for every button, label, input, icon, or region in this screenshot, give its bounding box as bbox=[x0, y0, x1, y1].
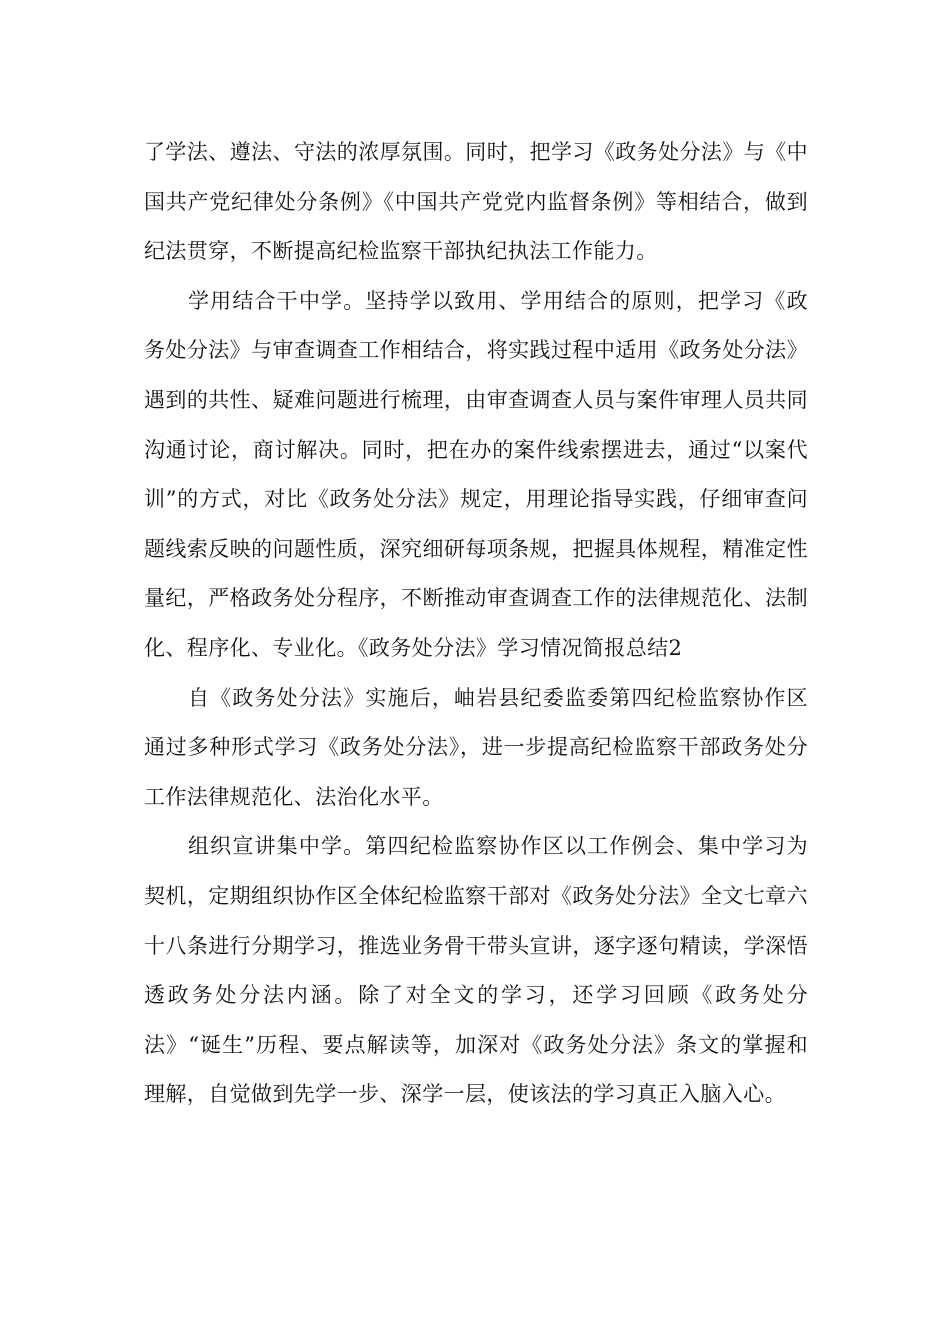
paragraph-2: 学用结合干中学。坚持学以致用、学用结合的原则，把学习《政务处分法》与审查调查工作相结合，将实践过程中适用《政务处分法》遇到的共性、疑难问题进行梳理，由审查调查人员与案件审理人员共同沟通讨论，商讨解决。同时，把在办的案件线索摆进去，通过“以案代训”的方式，对比《政务处分法》规定，用理论指导实践，仔细审查问题线索反映的问题性质，深究细研每项条规，把握具体规程，精准定性量纪，严格政务处分程序，不断推动审查调查工作的法律规范化、法制化、程序化、专业化。《政务处分法》学习情况简报总结2 bbox=[144, 288, 808, 660]
paragraph-1: 了学法、遵法、守法的浓厚氛围。同时，把学习《政务处分法》与《中国共产党纪律处分条例》《中国共产党党内监督条例》等相结合，做到纪法贯穿，不断提高纪检监察干部执纪执法工作能力。 bbox=[144, 140, 808, 264]
document-page bbox=[144, 128, 808, 1120]
paragraph-4: 组织宣讲集中学。第四纪检监察协作区以工作例会、集中学习为契机，定期组织协作区全体纪检监察干部对《政务处分法》全文七章六十八条进行分期学习，推选业务骨干带头宣讲，逐字逐句精读，学深悟透政务处分法内涵。除了对全文的学习，还学习回顾《政务处分法》“诞生”历程、要点解读等，加深对《政务处分法》条文的掌握和理解，自觉做到先学一步、深学一层，使该法的学习真正入脑入心。 bbox=[144, 834, 808, 1107]
paragraph-3: 自《政务处分法》实施后，岫岩县纪委监委第四纪检监察协作区通过多种形式学习《政务处分法》，进一步提高纪检监察干部政务处分工作法律规范化、法治化水平。 bbox=[144, 685, 808, 809]
